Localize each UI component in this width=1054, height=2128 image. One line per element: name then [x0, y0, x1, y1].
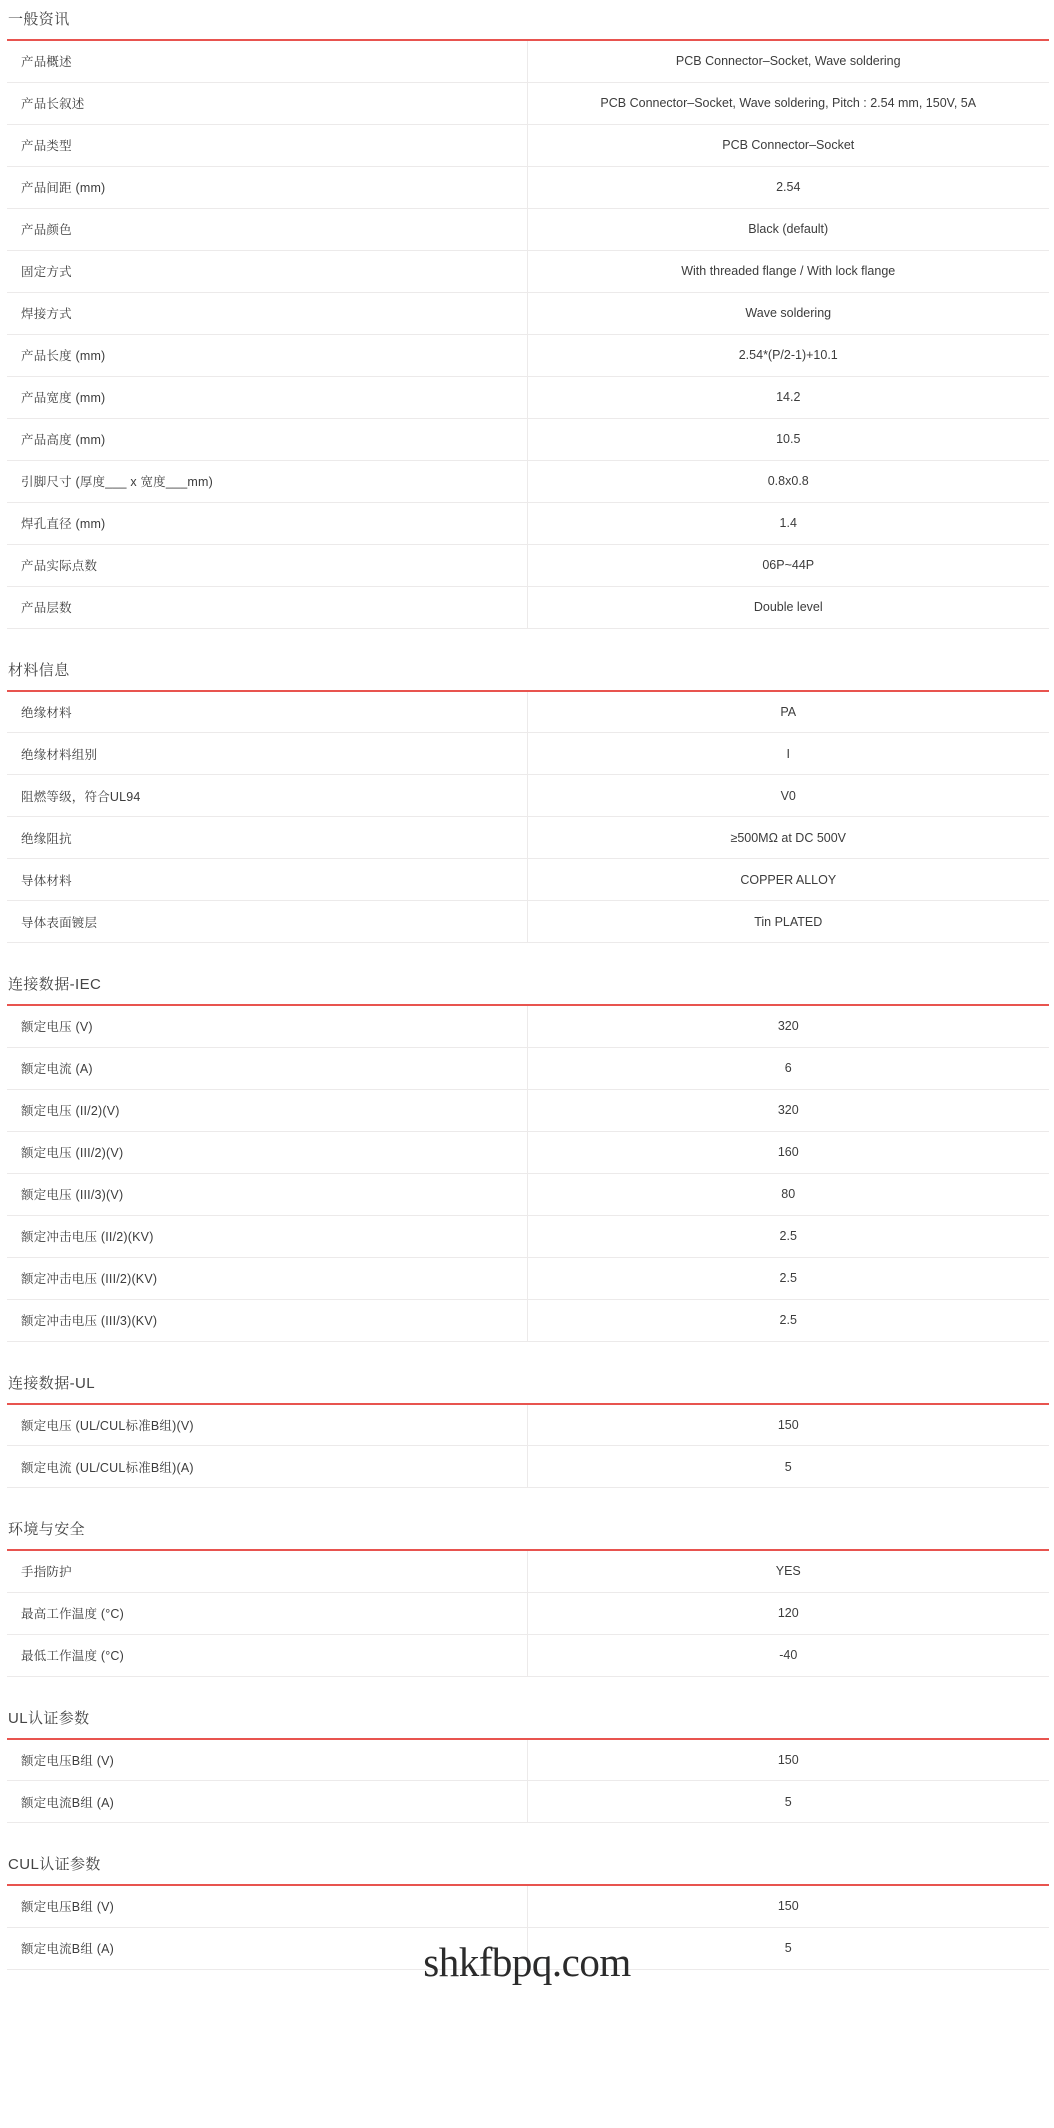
- table-row: [7, 1131, 1049, 1173]
- spec-table: [7, 1403, 1049, 1489]
- spec-label: 产品长叙述: [7, 82, 527, 124]
- spec-label: 焊孔直径 (mm): [7, 502, 527, 544]
- spec-section: [0, 659, 1054, 974]
- table-row: [7, 1885, 1049, 1927]
- table-row: [7, 376, 1049, 418]
- sections-container: [0, 8, 1054, 2000]
- spec-value: 2.54*(P/2-1)+10.1: [527, 334, 1049, 376]
- spec-section: [0, 1518, 1054, 1707]
- spec-label: 产品间距 (mm): [7, 166, 527, 208]
- spec-label: 额定电压B组 (V): [7, 1739, 527, 1781]
- spec-value: V0: [527, 775, 1049, 817]
- spec-label: 产品概述: [7, 40, 527, 82]
- section-title: CUL认证参数: [8, 1856, 101, 1873]
- spec-value: -40: [527, 1634, 1049, 1676]
- spec-section: [0, 1853, 1054, 2000]
- spec-label: 导体表面镀层: [7, 901, 527, 943]
- spec-section: [0, 8, 1054, 659]
- spec-value: 6: [527, 1047, 1049, 1089]
- spec-label: 额定电压 (UL/CUL标准B组)(V): [7, 1404, 527, 1446]
- spec-value: Tin PLATED: [527, 901, 1049, 943]
- spec-label: 绝缘材料: [7, 691, 527, 733]
- spec-value: 320: [527, 1005, 1049, 1047]
- table-row: [7, 292, 1049, 334]
- spec-value: PCB Connector–Socket, Wave soldering, Pitch : 2.54 mm, 150V, 5A: [527, 82, 1049, 124]
- spec-value: 2.5: [527, 1299, 1049, 1341]
- spec-value: I: [527, 733, 1049, 775]
- table-row: [7, 859, 1049, 901]
- section-gap: [0, 1823, 1054, 1853]
- table-row: [7, 250, 1049, 292]
- section-title: 材料信息: [8, 661, 70, 679]
- section-gap: [0, 1488, 1054, 1518]
- spec-label: 焊接方式: [7, 292, 527, 334]
- table-row: [7, 82, 1049, 124]
- spec-label: 产品层数: [7, 586, 527, 628]
- spec-value: 80: [527, 1173, 1049, 1215]
- table-row: [7, 208, 1049, 250]
- table-row: [7, 1173, 1049, 1215]
- spec-label: 产品宽度 (mm): [7, 376, 527, 418]
- spec-section: [0, 1372, 1054, 1519]
- section-title: 环境与安全: [8, 1521, 86, 1538]
- spec-label: 额定电流B组 (A): [7, 1927, 527, 1969]
- table-row: [7, 691, 1049, 733]
- spec-value: 2.5: [527, 1257, 1049, 1299]
- table-row: [7, 1257, 1049, 1299]
- spec-value: 1.4: [527, 502, 1049, 544]
- section-title: 连接数据-IEC: [8, 976, 102, 993]
- spec-value: 160: [527, 1131, 1049, 1173]
- table-row: [7, 166, 1049, 208]
- spec-label: 额定电流 (UL/CUL标准B组)(A): [7, 1446, 527, 1488]
- table-row: [7, 544, 1049, 586]
- spec-value: 0.8x0.8: [527, 460, 1049, 502]
- spec-value: 2.5: [527, 1215, 1049, 1257]
- table-row: [7, 817, 1049, 859]
- spec-value: PCB Connector–Socket, Wave soldering: [527, 40, 1049, 82]
- table-row: [7, 1739, 1049, 1781]
- spec-table: [7, 1738, 1049, 1824]
- spec-label: 手指防护: [7, 1550, 527, 1592]
- spec-value: Double level: [527, 586, 1049, 628]
- section-gap: [0, 943, 1054, 973]
- spec-value: 2.54: [527, 166, 1049, 208]
- table-row: [7, 1215, 1049, 1257]
- spec-value: 150: [527, 1885, 1049, 1927]
- section-title: 一般资讯: [8, 11, 70, 28]
- section-title: UL认证参数: [8, 1709, 90, 1727]
- spec-label: 产品实际点数: [7, 544, 527, 586]
- spec-label: 额定电流 (A): [7, 1047, 527, 1089]
- table-row: [7, 1299, 1049, 1341]
- table-row: [7, 1927, 1049, 1969]
- spec-label: 额定电压 (II/2)(V): [7, 1089, 527, 1131]
- table-row: [7, 418, 1049, 460]
- table-row: [7, 1089, 1049, 1131]
- section-gap: [0, 629, 1054, 659]
- section-gap: [0, 1970, 1054, 2000]
- spec-label: 额定电压B组 (V): [7, 1885, 527, 1927]
- spec-value: 320: [527, 1089, 1049, 1131]
- spec-label: 固定方式: [7, 250, 527, 292]
- table-row: [7, 334, 1049, 376]
- spec-value: 5: [527, 1446, 1049, 1488]
- spec-value: 150: [527, 1404, 1049, 1446]
- spec-value: 06P~44P: [527, 544, 1049, 586]
- watermark: shkfbpq.com: [423, 1938, 631, 1985]
- spec-label: 额定冲击电压 (III/3)(KV): [7, 1299, 527, 1341]
- section-gap: [0, 1677, 1054, 1707]
- spec-value: Wave soldering: [527, 292, 1049, 334]
- spec-label: 产品高度 (mm): [7, 418, 527, 460]
- spec-value: 14.2: [527, 376, 1049, 418]
- table-row: [7, 460, 1049, 502]
- spec-label: 绝缘阻抗: [7, 817, 527, 859]
- spec-value: ≥500MΩ at DC 500V: [527, 817, 1049, 859]
- spec-label: 额定电压 (III/3)(V): [7, 1173, 527, 1215]
- spec-table: [7, 1884, 1049, 1970]
- spec-value: 120: [527, 1592, 1049, 1634]
- spec-section: [0, 973, 1054, 1372]
- top-spacer: [0, 0, 1054, 8]
- spec-label: 额定电压 (III/2)(V): [7, 1131, 527, 1173]
- table-row: [7, 586, 1049, 628]
- spec-value: With threaded flange / With lock flange: [527, 250, 1049, 292]
- spec-table: [7, 1549, 1049, 1677]
- spec-value: 5: [527, 1927, 1049, 1969]
- spec-value: 10.5: [527, 418, 1049, 460]
- section-title: 连接数据-UL: [8, 1374, 95, 1392]
- spec-table: [7, 1004, 1049, 1342]
- spec-label: 产品颜色: [7, 208, 527, 250]
- spec-value: 150: [527, 1739, 1049, 1781]
- table-row: [7, 1781, 1049, 1823]
- spec-value: PCB Connector–Socket: [527, 124, 1049, 166]
- spec-label: 绝缘材料组别: [7, 733, 527, 775]
- spec-label: 导体材料: [7, 859, 527, 901]
- table-row: [7, 1550, 1049, 1592]
- spec-section: [0, 1707, 1054, 1854]
- table-row: [7, 733, 1049, 775]
- table-row: [7, 124, 1049, 166]
- spec-label: 引脚尺寸 (厚度___ x 宽度___mm): [7, 460, 527, 502]
- spec-label: 额定冲击电压 (III/2)(KV): [7, 1257, 527, 1299]
- section-gap: [0, 1342, 1054, 1372]
- spec-value: 5: [527, 1781, 1049, 1823]
- spec-table: [7, 39, 1049, 629]
- spec-label: 阻燃等级，符合UL94: [7, 775, 527, 817]
- table-row: [7, 40, 1049, 82]
- spec-value: Black (default): [527, 208, 1049, 250]
- spec-value: PA: [527, 691, 1049, 733]
- spec-label: 额定电压 (V): [7, 1005, 527, 1047]
- table-row: [7, 502, 1049, 544]
- table-row: [7, 775, 1049, 817]
- table-row: [7, 1005, 1049, 1047]
- spec-label: 最低工作温度 (°C): [7, 1634, 527, 1676]
- table-row: [7, 901, 1049, 943]
- spec-value: COPPER ALLOY: [527, 859, 1049, 901]
- spec-label: 产品长度 (mm): [7, 334, 527, 376]
- table-row: [7, 1404, 1049, 1446]
- spec-table: [7, 690, 1049, 944]
- table-row: [7, 1446, 1049, 1488]
- table-row: [7, 1634, 1049, 1676]
- spec-value: YES: [527, 1550, 1049, 1592]
- spec-label: 产品类型: [7, 124, 527, 166]
- spec-label: 额定冲击电压 (II/2)(KV): [7, 1215, 527, 1257]
- table-row: [7, 1047, 1049, 1089]
- table-row: [7, 1592, 1049, 1634]
- spec-label: 最高工作温度 (°C): [7, 1592, 527, 1634]
- spec-label: 额定电流B组 (A): [7, 1781, 527, 1823]
